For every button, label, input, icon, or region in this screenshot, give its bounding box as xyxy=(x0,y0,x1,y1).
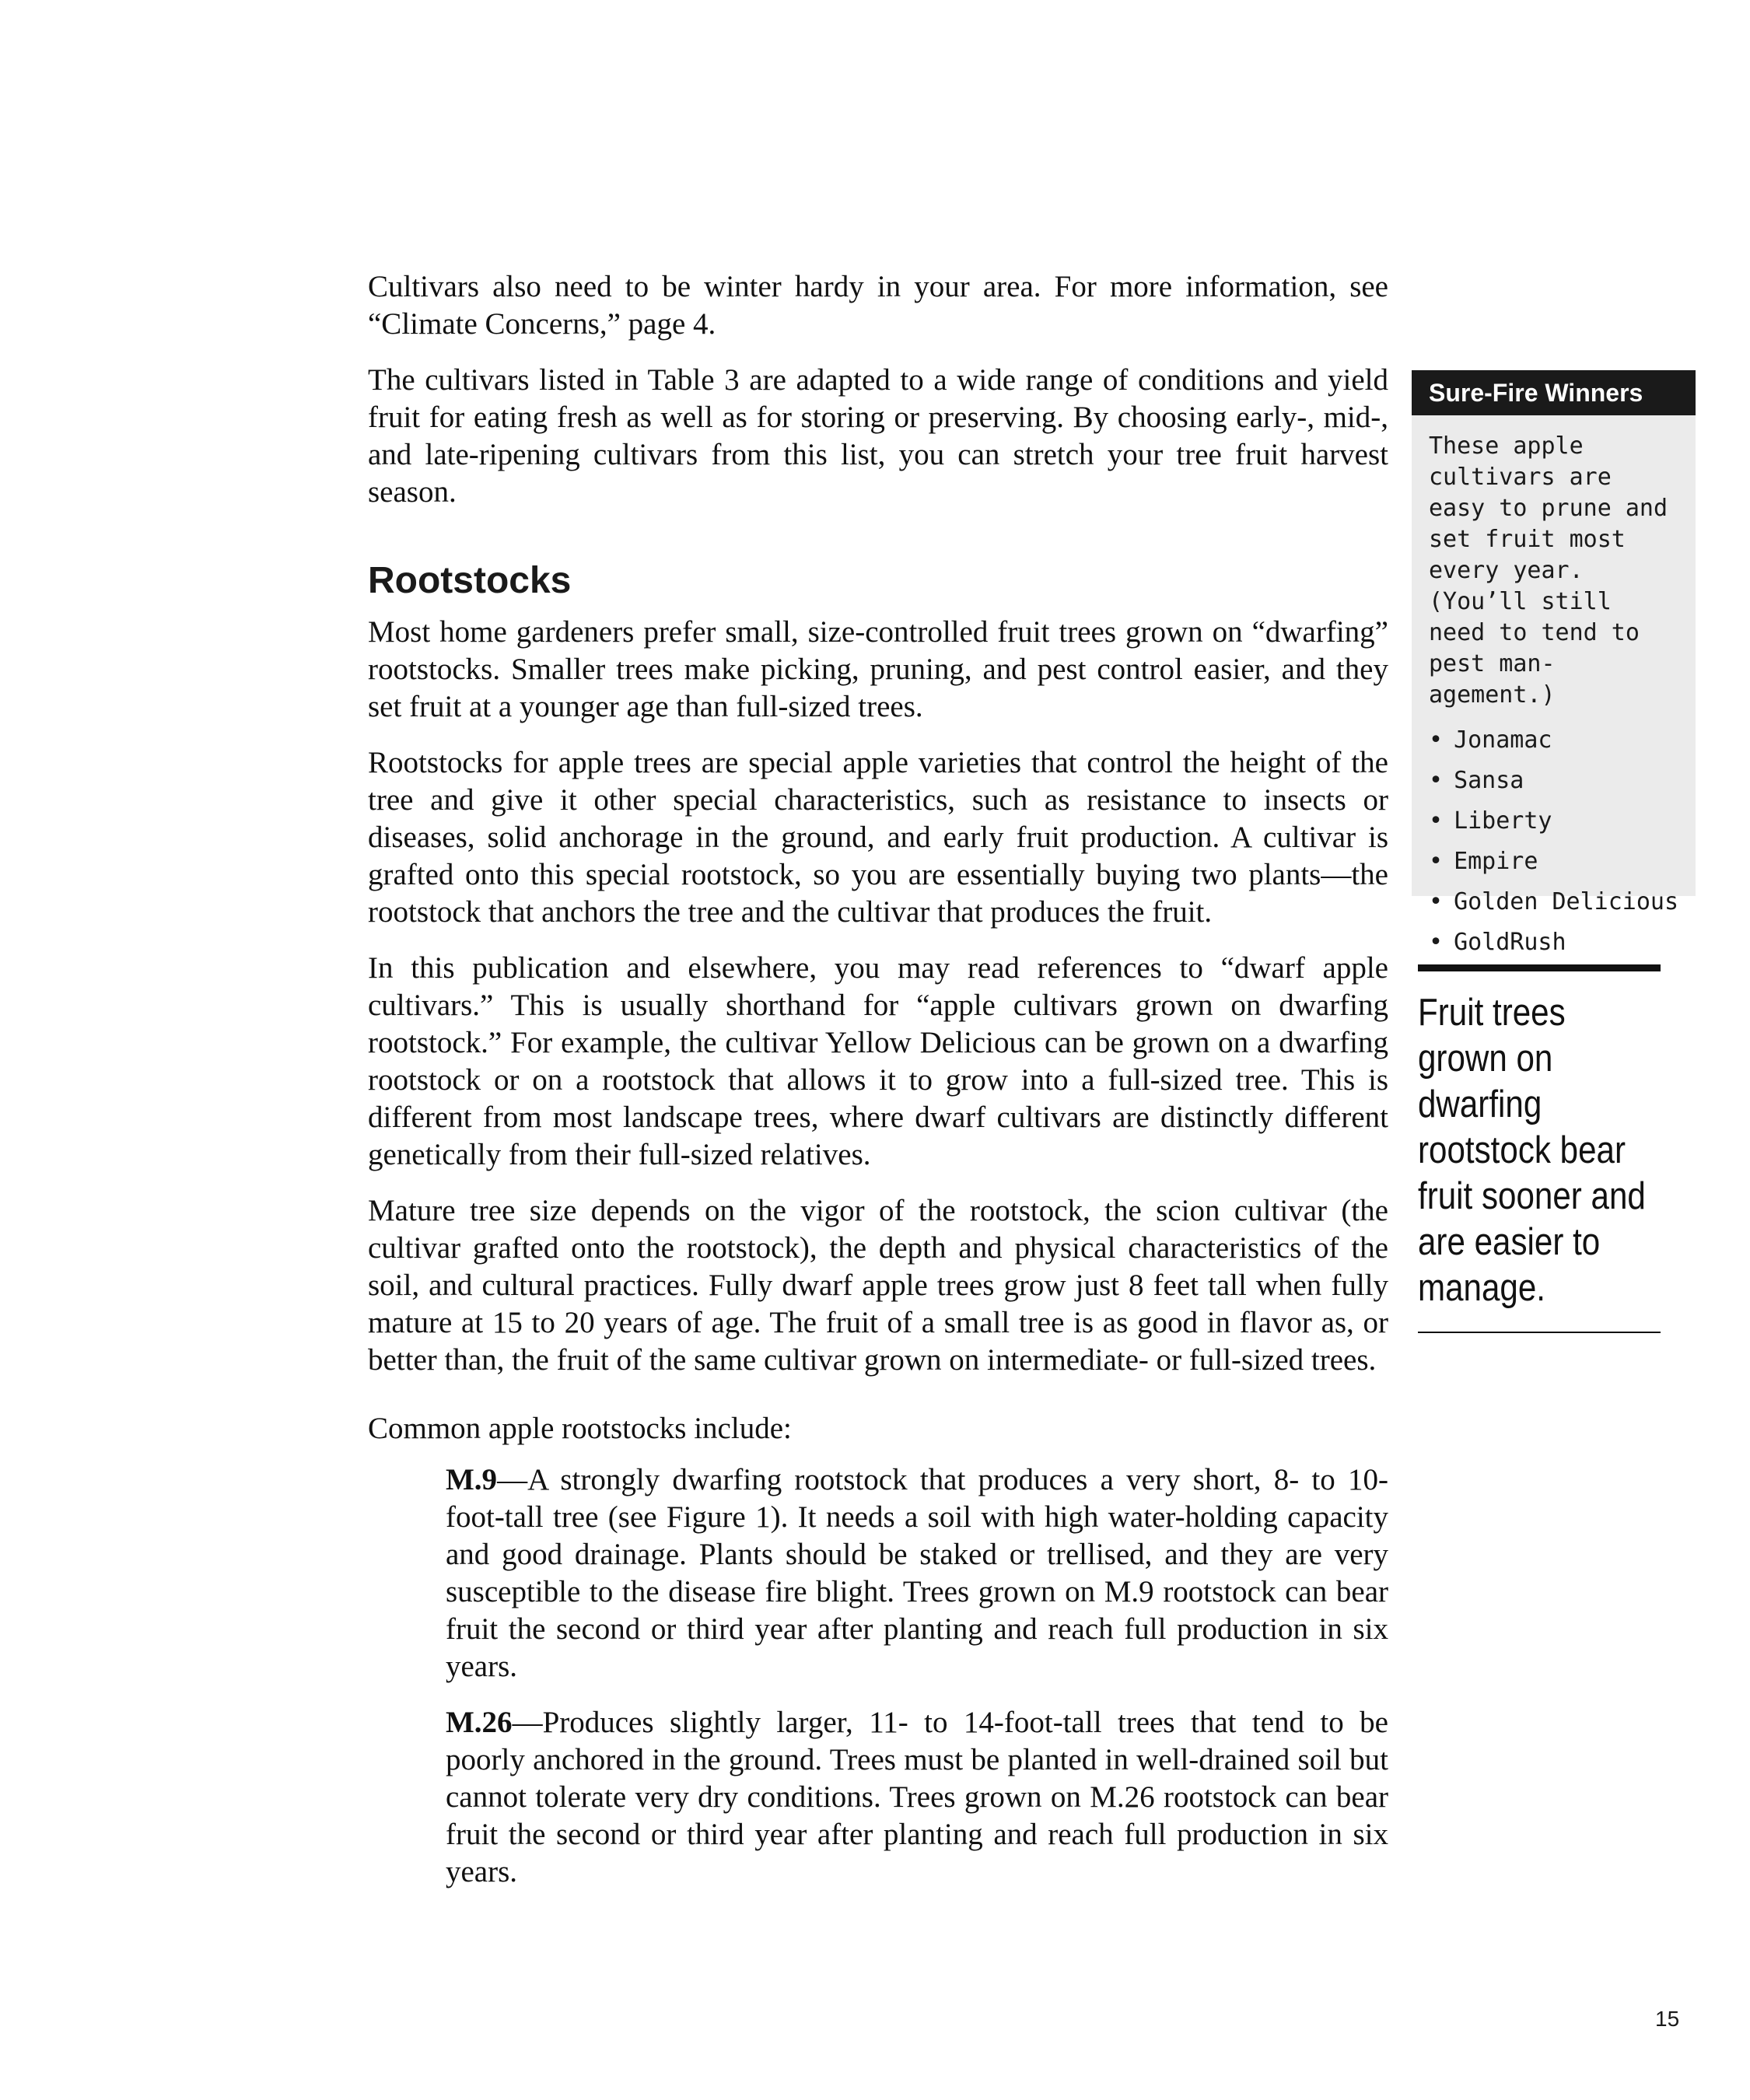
rootstock-description: —Produces slightly larger, 11- to 14-foot-tall trees that tend to be poorly anchored in the ground. Trees must be planted in well-drained soil but cannot tolerate very dry conditions. Trees grown on M.26 rootstock can bear fruit the second or third year after planting and reach full production in six years. xyxy=(446,1706,1388,1888)
rootstock-name: M.26 xyxy=(446,1706,513,1739)
pull-quote-text: Fruit trees grown on dwarfing rootstock bear fruit sooner and are easier to manage. xyxy=(1418,992,1646,1309)
list-item: • Jonamac xyxy=(1429,720,1696,761)
list-item: • Golden Delicious xyxy=(1429,882,1696,922)
pull-quote xyxy=(1418,964,1661,1333)
sidebar-box-title: Sure-Fire Winners xyxy=(1412,370,1696,415)
paragraph-rootstock-definition: Rootstocks for apple trees are special apple varieties that control the height of the tree and give it other special characteristics, such as resistance to insects or diseases, solid anchorage in the ground, and early fruit production. A cultivar is grafted onto this special rootstock, so you are essentially buying two plants—the rootstock that anchors the tree and the cultivar that produces the fruit. xyxy=(368,746,1388,929)
sidebar-box-text: These apple cultivars are easy to prune and set fruit most every year. (You’ll still need to tend to pest man-agement.) xyxy=(1429,432,1668,709)
page-number: 15 xyxy=(1655,2007,1680,2031)
rootstock-name: M.9 xyxy=(446,1463,498,1496)
paragraph-dwarf-cultivars: In this publication and elsewhere, you may read references to “dwarf apple cultivars.” This is usually shorthand for “apple cultivars grown on dwarfing rootstock.” For example, the cultivar Yellow Delicious can be grown on a dwarfing rootstock or on a rootstock that allows it to grow into a full-sized tree. This is different from most landscape trees, where dwarf cultivars are distinctly different genetically from their full-sized relatives. xyxy=(368,951,1388,1171)
sidebar-box-sure-fire-winners xyxy=(1412,370,1696,956)
paragraph-winter-hardy: Cultivars also need to be winter hardy in your area. For more information, see “Climate Concerns,” page 4. xyxy=(368,270,1388,341)
main-column xyxy=(368,268,1388,1909)
rootstock-description: —A strongly dwarfing rootstock that produces a very short, 8- to 10-foot-tall tree (see Figure 1). It needs a soil with high water-holding capacity and good drainage. Plants should be staked or trellised, and they are very susceptible to the disease fire blight. Trees grown on M.9 rootstock can bear fruit the second or third year after planting and reach full production in six years. xyxy=(446,1463,1388,1683)
list-item: • Liberty xyxy=(1429,801,1696,842)
list-item: • Empire xyxy=(1429,842,1696,882)
paragraph-table-3: The cultivars listed in Table 3 are adapted to a wide range of conditions and yield fruit for eating fresh as well as for storing or preserving. By choosing early-, mid-, and late-ripening cultivars from this list, you can stretch your tree fruit harvest season. xyxy=(368,363,1388,509)
list-item: • GoldRush xyxy=(1429,922,1696,963)
rootstock-list-intro: Common apple rootstocks include: xyxy=(368,1412,792,1445)
list-item: • Sansa xyxy=(1429,761,1696,801)
section-heading-rootstocks: Rootstocks xyxy=(368,560,572,601)
paragraph-mature-size: Mature tree size depends on the vigor of the rootstock, the scion cultivar (the cultivar grafted onto the rootstock), the depth and physical characteristics of the soil, and cultural practices. Fully dwarf apple trees grow just 8 feet tall when fully mature at 15 to 20 years of age. The fruit of a small tree is as good in flavor as, or better than, the fruit of the same cultivar grown on intermediate- or full-sized trees. xyxy=(368,1194,1388,1377)
rootstock-item xyxy=(446,1704,1388,1891)
rootstock-item xyxy=(446,1461,1388,1685)
paragraph-dwarfing: Most home gardeners prefer small, size-controlled fruit trees grown on “dwarfing” rootstocks. Smaller trees make picking, pruning, and pest control easier, and they set fruit at a younger age than full-sized trees. xyxy=(368,615,1388,723)
cultivar-list xyxy=(1429,720,1696,963)
